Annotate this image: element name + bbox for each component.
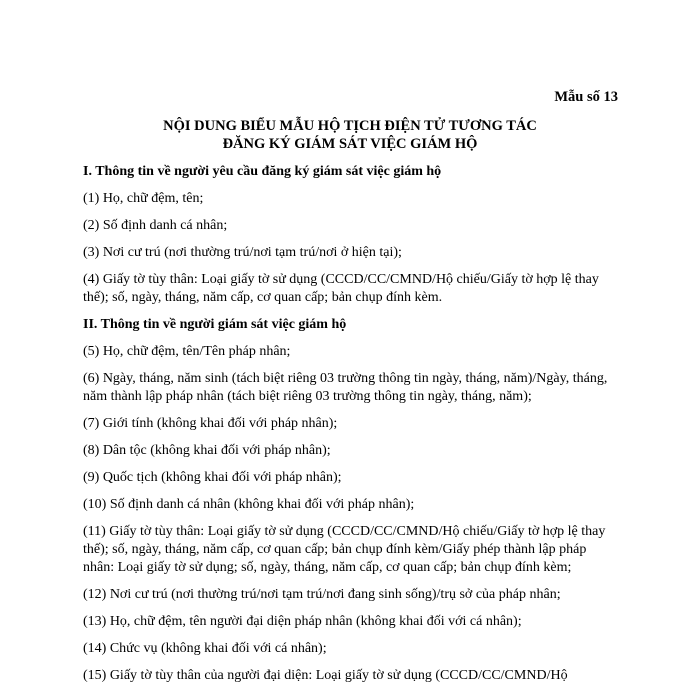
item-1: (1) Họ, chữ đệm, tên; bbox=[83, 191, 204, 206]
item-7: (7) Giới tính (không khai đối với pháp nhân); bbox=[83, 416, 338, 431]
item-15: (15) Giấy tờ tùy thân của người đại diện: Loại giấy tờ sử dụng (CCCD/CC/CMND/Hộ bbox=[83, 668, 568, 683]
item-11: (11) Giấy tờ tùy thân: Loại giấy tờ sử dụng (CCCD/CC/CMND/Hộ chiếu/Giấy tờ hợp lệ thay thế); số, ngày, tháng, năm cấp, cơ quan cấp; bản chụp đính kèm/Giấy phép thành lập pháp nhân: Loại giấy tờ sử dụng; số, ngày, tháng, năm cấp, cơ quan cấp; bản chụp đính kèm; bbox=[83, 524, 606, 575]
section-heading-2: II. Thông tin về người giám sát việc giám hộ bbox=[83, 317, 347, 332]
title-line-2: ĐĂNG KÝ GIÁM SÁT VIỆC GIÁM HỘ bbox=[222, 136, 478, 152]
item-10: (10) Số định danh cá nhân (không khai đối với pháp nhân); bbox=[83, 497, 415, 512]
item-5: (5) Họ, chữ đệm, tên/Tên pháp nhân; bbox=[83, 344, 291, 359]
item-14: (14) Chức vụ (không khai đối với cá nhân); bbox=[83, 641, 327, 656]
item-2: (2) Số định danh cá nhân; bbox=[83, 218, 228, 233]
form-number: Mẫu số 13 bbox=[554, 89, 618, 105]
item-3: (3) Nơi cư trú (nơi thường trú/nơi tạm trú/nơi ở hiện tại); bbox=[83, 245, 402, 260]
item-4: (4) Giấy tờ tùy thân: Loại giấy tờ sử dụng (CCCD/CC/CMND/Hộ chiếu/Giấy tờ hợp lệ thay thế); số, ngày, tháng, năm cấp, cơ quan cấp; bản chụp đính kèm. bbox=[83, 272, 599, 305]
document-title bbox=[0, 117, 700, 153]
item-13: (13) Họ, chữ đệm, tên người đại diện pháp nhân (không khai đối với cá nhân); bbox=[83, 614, 522, 629]
item-12: (12) Nơi cư trú (nơi thường trú/nơi tạm trú/nơi đang sinh sống)/trụ sở của pháp nhân; bbox=[83, 587, 561, 602]
section-heading-1: I. Thông tin về người yêu cầu đăng ký giám sát việc giám hộ bbox=[83, 164, 442, 179]
item-6: (6) Ngày, tháng, năm sinh (tách biệt riêng 03 trường thông tin ngày, tháng, năm)/Ngày, tháng, năm thành lập pháp nhân (tách biệt riêng 03 trường thông tin ngày, tháng, năm); bbox=[83, 371, 608, 404]
title-line-1: NỘI DUNG BIỂU MẪU HỘ TỊCH ĐIỆN TỬ TƯƠNG TÁC bbox=[163, 118, 537, 134]
document-body bbox=[83, 163, 619, 694]
item-8: (8) Dân tộc (không khai đối với pháp nhân); bbox=[83, 443, 331, 458]
item-9: (9) Quốc tịch (không khai đối với pháp nhân); bbox=[83, 470, 342, 485]
